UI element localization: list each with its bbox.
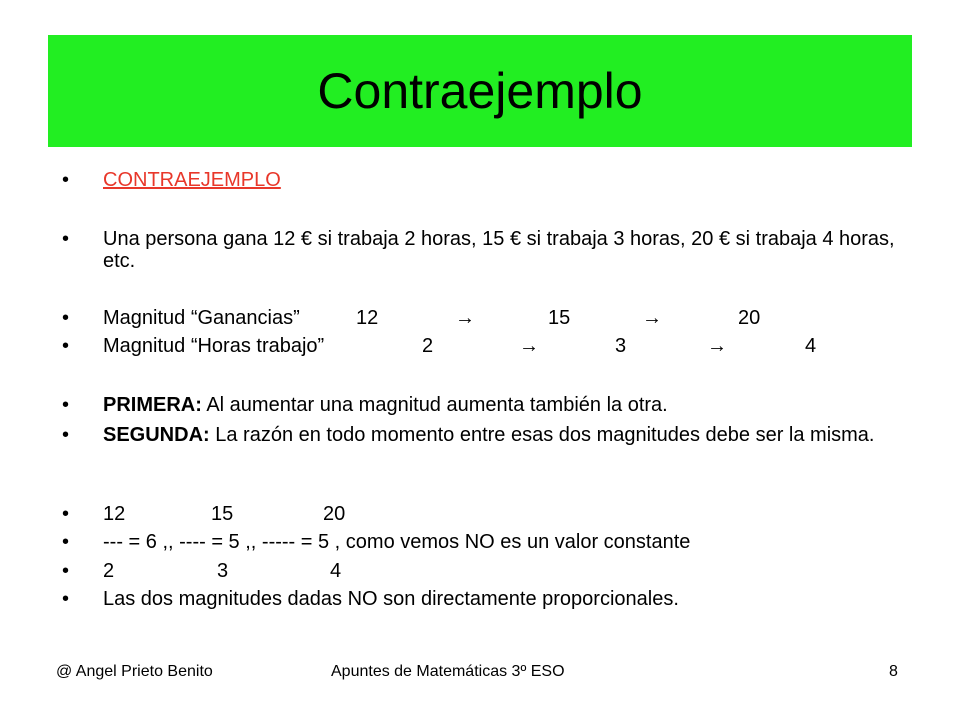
conclusion-text: Las dos magnitudes dadas NO son directamente proporcionales. <box>103 588 679 610</box>
bullet-dot: • <box>62 228 70 250</box>
slide-title: Contraejemplo <box>317 63 643 119</box>
arrow-right-icon: → <box>455 307 475 329</box>
arrow-right-icon: → <box>707 335 727 357</box>
ganancias-value-1: 12 <box>356 307 379 329</box>
horas-value-2: 3 <box>615 335 627 357</box>
horas-value-1: 2 <box>422 335 434 357</box>
denominator-c: 4 <box>330 560 342 582</box>
primera-text: Al aumentar una magnitud aumenta también la otra. <box>201 394 668 416</box>
footer-course: Apuntes de Matemáticas 3º ESO <box>331 663 565 680</box>
horas-value-3: 4 <box>805 335 817 357</box>
title-banner <box>48 35 912 147</box>
bullet-dot: • <box>62 531 70 553</box>
ratio-line: --- = 6 ,, ---- = 5 ,, ----- = 5 , como vemos NO es un valor constante <box>103 531 691 553</box>
bullet-dot: • <box>62 503 70 525</box>
horas-label: Magnitud “Horas trabajo” <box>103 335 325 357</box>
footer-author: @ Angel Prieto Benito <box>56 663 213 680</box>
footer-page-number: 8 <box>889 663 898 680</box>
intro-text: Una persona gana 12 € si trabaja 2 horas, 15 € si trabaja 3 horas, 20 € si trabaja 4 horas, etc. <box>103 228 895 272</box>
numerator-b: 15 <box>211 503 234 525</box>
segunda-text: La razón en todo momento entre esas dos magnitudes debe ser la misma. <box>209 424 875 446</box>
arrow-right-icon: → <box>642 307 662 329</box>
contraejemplo-link[interactable]: CONTRAEJEMPLO <box>103 169 281 191</box>
ganancias-value-2: 15 <box>548 307 571 329</box>
segunda-label: SEGUNDA: <box>103 424 210 446</box>
arrow-right-icon: → <box>519 335 539 357</box>
denominator-a: 2 <box>103 560 115 582</box>
bullet-dot: • <box>62 424 70 446</box>
bullet-dot: • <box>62 335 70 357</box>
bullet-dot: • <box>62 394 70 416</box>
bullet-dot: • <box>62 560 70 582</box>
denominator-b: 3 <box>217 560 229 582</box>
ganancias-value-3: 20 <box>738 307 761 329</box>
bullet-dot: • <box>62 588 70 610</box>
numerator-c: 20 <box>323 503 346 525</box>
bullet-dot: • <box>62 169 70 191</box>
numerator-a: 12 <box>103 503 126 525</box>
bullet-dot: • <box>62 307 70 329</box>
ganancias-label: Magnitud “Ganancias” <box>103 307 300 329</box>
primera-label: PRIMERA: <box>103 394 202 416</box>
